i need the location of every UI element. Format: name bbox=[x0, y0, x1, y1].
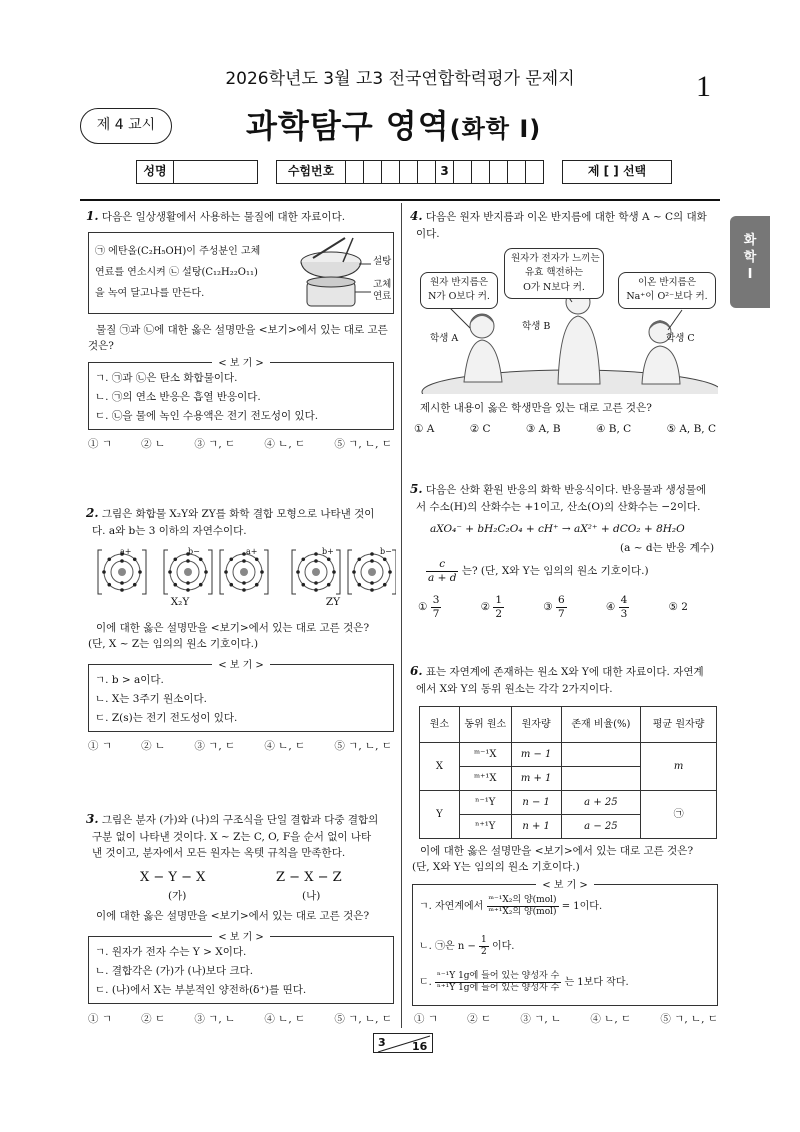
electron bbox=[314, 552, 318, 556]
choice-3[interactable]: ③ ㄱ, ㄷ bbox=[194, 740, 236, 752]
speech-bubble-c: 이온 반지름은 Na⁺이 O²⁻보다 커. bbox=[618, 272, 716, 309]
question-5 bbox=[410, 480, 722, 515]
q3-bogi-box bbox=[88, 932, 394, 1004]
bogi-item: ㄱ. 원자가 전자 수는 Y > X이다. bbox=[95, 946, 247, 958]
bogi-text: ㄷ. bbox=[419, 976, 432, 988]
page-counter bbox=[373, 1033, 433, 1053]
header-divider bbox=[80, 199, 720, 201]
table-header: 원소 bbox=[420, 707, 460, 743]
bogi-text: 이다. bbox=[491, 940, 515, 952]
exam-digit-box[interactable] bbox=[418, 160, 436, 184]
q1-choices bbox=[88, 436, 392, 452]
q1-bogi-box bbox=[88, 358, 394, 430]
electron bbox=[224, 570, 228, 574]
q6-bogi-box bbox=[412, 880, 718, 1006]
q4-illustration bbox=[412, 244, 718, 394]
bogi-item: ㄱ. b > a이다. bbox=[95, 674, 164, 686]
question-stem: 다음은 원자 반지름과 이온 반지름에 대한 학생 A ~ C의 대화 bbox=[425, 211, 707, 223]
electron bbox=[229, 583, 233, 587]
electron bbox=[242, 588, 246, 592]
current-page: 3 bbox=[378, 1036, 386, 1049]
cell-isotope: ⁿ⁻¹Y bbox=[459, 791, 511, 815]
bogi-item: ㄷ. Z(s)는 전기 전도성이 있다. bbox=[95, 712, 238, 724]
choice-2[interactable] bbox=[481, 594, 504, 620]
electron bbox=[370, 559, 374, 563]
choice-denominator: 7 bbox=[432, 607, 440, 620]
table-header: 평균 원자량 bbox=[641, 707, 717, 743]
choice-1[interactable]: ① ㄱ bbox=[88, 740, 112, 752]
exam-digit-box[interactable] bbox=[490, 160, 508, 184]
choice-1[interactable]: ① ㄱ bbox=[414, 1013, 438, 1025]
choice-3[interactable]: ③ ㄱ, ㄷ bbox=[194, 438, 236, 450]
q5-choices bbox=[418, 594, 688, 620]
question-number: 6. bbox=[410, 664, 423, 678]
bogi-item bbox=[419, 971, 629, 994]
electron bbox=[301, 557, 305, 561]
question-line: 이에 대한 옳은 설명만을 <보기>에서 있는 대로 고른 것은? bbox=[96, 622, 370, 634]
choice-2[interactable]: ② ㄷ bbox=[467, 1013, 492, 1025]
choice-5[interactable]: ⑤ ㄱ, ㄴ, ㄷ bbox=[660, 1013, 718, 1025]
choice-value: 2 bbox=[681, 601, 688, 613]
question-number: 5. bbox=[410, 482, 423, 496]
label-sugar: 설탕 bbox=[373, 256, 392, 267]
electron bbox=[229, 557, 233, 561]
exam-digit-box[interactable] bbox=[364, 160, 382, 184]
fraction-denominator: ⁿ⁺¹Y 1g에 들어 있는 양성자 수 bbox=[437, 982, 560, 993]
electron bbox=[314, 559, 318, 563]
question-stem: 다음은 산화 환원 반응의 화학 반응식이다. 반응물과 생성물에 bbox=[425, 484, 707, 496]
electron bbox=[102, 570, 106, 574]
exam-number-label: 수험번호 bbox=[276, 160, 346, 184]
question-stem: 낸 것이고, 분자에서 모든 원자는 옥텟 규칙을 만족한다. bbox=[92, 846, 346, 859]
cell-element: Y bbox=[420, 791, 460, 839]
electron bbox=[370, 552, 374, 556]
cell-ratio: a + 25 bbox=[561, 791, 641, 815]
nucleus bbox=[368, 568, 376, 576]
choice-5[interactable]: ⑤ ㄱ, ㄴ, ㄷ bbox=[334, 438, 392, 450]
choice-5[interactable]: ⑤ ㄱ, ㄴ, ㄷ bbox=[334, 1013, 392, 1025]
electron bbox=[242, 559, 246, 563]
choice-marker: ② bbox=[480, 601, 491, 614]
electron bbox=[138, 570, 142, 574]
electron bbox=[255, 583, 259, 587]
electron bbox=[186, 588, 190, 592]
bogi-text: = 1이다. bbox=[561, 900, 603, 912]
choice-3[interactable]: ③ ㄱ, ㄴ bbox=[194, 1013, 236, 1025]
session-badge: 제 4 교시 bbox=[80, 108, 172, 144]
column-divider bbox=[401, 203, 402, 1028]
electron bbox=[107, 583, 111, 587]
bogi-item: ㄴ. ㉠의 연소 반응은 흡열 반응이다. bbox=[95, 391, 261, 403]
coefficient-note: (a ~ d는 반응 계수) bbox=[620, 542, 715, 554]
electron bbox=[168, 570, 172, 574]
exam-digit-box[interactable] bbox=[526, 160, 544, 184]
choice-denominator: 3 bbox=[620, 607, 628, 620]
electron bbox=[186, 581, 190, 585]
bogi-item bbox=[419, 935, 514, 958]
question-stem: 에서 X와 Y의 동위 원소는 각각 2가지이다. bbox=[416, 682, 613, 695]
choice-4[interactable]: ④ B, C bbox=[596, 423, 632, 435]
question-stem: 그림은 화합물 X₂Y와 ZY를 화학 결합 모형으로 나타낸 것이 bbox=[101, 508, 375, 520]
box-line: 을 녹여 달고나를 만든다. bbox=[95, 288, 205, 299]
question-4 bbox=[410, 207, 720, 242]
choice-4[interactable] bbox=[606, 594, 629, 620]
bogi-item: ㄴ. X는 3주기 원소이다. bbox=[95, 693, 207, 705]
info-bar bbox=[136, 160, 672, 184]
table-header: 존재 비율(%) bbox=[561, 707, 641, 743]
electron bbox=[314, 581, 318, 585]
electron bbox=[120, 559, 124, 563]
choice-numerator: 1 bbox=[495, 594, 503, 606]
charge-label: a+ bbox=[246, 547, 258, 556]
fraction-numerator: c bbox=[426, 558, 458, 572]
choice-3[interactable] bbox=[543, 594, 566, 620]
table-row bbox=[420, 743, 717, 767]
nucleus bbox=[240, 568, 248, 576]
exam-title: 2026학년도 3월 고3 전국연합학력평가 문제지 bbox=[225, 69, 575, 89]
bogi-item: ㄷ. ㉡을 물에 녹인 수용액은 전기 전도성이 있다. bbox=[95, 410, 319, 422]
question-stem: 그림은 분자 (가)와 (나)의 구조식을 단일 결합과 다중 결합의 bbox=[101, 814, 379, 826]
electron bbox=[301, 583, 305, 587]
cell-average: m bbox=[641, 743, 717, 791]
isotope-table bbox=[419, 706, 717, 839]
charge-label: a+ bbox=[120, 547, 132, 556]
question-1 bbox=[86, 207, 394, 226]
electron bbox=[296, 570, 300, 574]
q4-choices bbox=[414, 421, 716, 437]
exam-digit-box[interactable] bbox=[472, 160, 490, 184]
cell-isotope: ᵐ⁺¹X bbox=[459, 767, 511, 791]
choice-1[interactable]: ① ㄱ bbox=[88, 438, 112, 450]
electron bbox=[120, 588, 124, 592]
electron bbox=[133, 583, 137, 587]
bogi-text: ㄱ. 자연계에서 bbox=[419, 900, 484, 912]
bogi-title: < 보 기 > bbox=[212, 660, 270, 671]
cell-average: ㉠ bbox=[641, 791, 717, 839]
choice-5[interactable] bbox=[669, 594, 688, 620]
molecule-ga: X − Y − X bbox=[140, 870, 206, 885]
question-stem: 서 수소(H)의 산화수는 +1이고, 산소(O)의 산화수는 −2이다. bbox=[416, 500, 701, 513]
electron bbox=[332, 570, 336, 574]
choice-numerator: 4 bbox=[620, 594, 628, 606]
choice-4[interactable]: ④ ㄴ, ㄷ bbox=[264, 1013, 306, 1025]
total-pages: 16 bbox=[412, 1040, 428, 1053]
question-stem: 구분 없이 나타낸 것이다. X ~ Z는 C, O, F을 순서 없이 나타 bbox=[92, 830, 372, 843]
question-number: 1. bbox=[86, 209, 99, 223]
question-line: (단, X ~ Z는 임의의 원소 기호이다.) bbox=[88, 638, 259, 651]
electron bbox=[327, 583, 331, 587]
electron bbox=[173, 583, 177, 587]
choice-2[interactable]: ② C bbox=[469, 423, 491, 435]
cell-ratio bbox=[561, 743, 641, 767]
table-header: 원자량 bbox=[511, 707, 561, 743]
table-row bbox=[420, 791, 717, 815]
fraction-numerator: 1 bbox=[481, 935, 487, 945]
electron bbox=[370, 581, 374, 585]
choice-1[interactable]: ① A bbox=[414, 423, 435, 435]
choice-4[interactable]: ④ ㄴ, ㄷ bbox=[264, 740, 306, 752]
exam-digit-box[interactable] bbox=[508, 160, 526, 184]
electron bbox=[107, 557, 111, 561]
cell-mass: n + 1 bbox=[511, 815, 561, 839]
q6-question bbox=[412, 843, 724, 876]
exam-digit-box[interactable] bbox=[346, 160, 364, 184]
fraction-denominator: ᵐ⁺¹X₂의 양(mol) bbox=[488, 906, 557, 917]
q3-choices bbox=[88, 1011, 392, 1027]
electron bbox=[242, 581, 246, 585]
electron bbox=[388, 570, 392, 574]
bogi-text: 는 1보다 작다. bbox=[564, 976, 629, 988]
bogi-item: ㄷ. (나)에서 X는 부분적인 양전하(δ⁺)를 띤다. bbox=[95, 984, 307, 996]
nucleus bbox=[118, 568, 126, 576]
table-header: 동위 원소 bbox=[459, 707, 511, 743]
question-line: 이에 대한 옳은 설명만을 <보기>에서 있는 대로 고른 것은? bbox=[420, 845, 694, 857]
subject-side-tab: 화 학 Ⅰ bbox=[730, 216, 770, 308]
bogi-item: ㄴ. 결합각은 (가)가 (나)보다 크다. bbox=[95, 965, 254, 977]
nucleus bbox=[312, 568, 320, 576]
electron bbox=[186, 559, 190, 563]
box-line: 연료를 연소시켜 ㉡ 설탕(C₁₂H₂₂O₁₁) bbox=[95, 267, 258, 278]
question-number: 4. bbox=[410, 209, 423, 223]
cell-ratio: a − 25 bbox=[561, 815, 641, 839]
electron bbox=[199, 583, 203, 587]
electron bbox=[173, 557, 177, 561]
electron bbox=[120, 581, 124, 585]
elective-select-label: 제 [ ] 선택 bbox=[562, 160, 672, 184]
q2-bogi-box bbox=[88, 660, 394, 732]
choice-marker: ④ bbox=[605, 601, 616, 614]
electron bbox=[370, 588, 374, 592]
choice-denominator: 2 bbox=[495, 607, 503, 620]
q2-question bbox=[88, 620, 394, 653]
choice-denominator: 7 bbox=[558, 607, 565, 620]
choice-1[interactable] bbox=[418, 594, 441, 620]
cell-mass: m − 1 bbox=[511, 743, 561, 767]
choice-3[interactable]: ③ ㄱ, ㄴ bbox=[520, 1013, 562, 1025]
exam-digit-fixed: 3 bbox=[436, 160, 454, 184]
cell-ratio bbox=[561, 767, 641, 791]
question-stem: 이다. bbox=[416, 227, 440, 240]
bogi-item bbox=[419, 895, 602, 918]
charge-label: b− bbox=[188, 547, 200, 556]
exam-digit-box[interactable] bbox=[400, 160, 418, 184]
student-a-label: 학생 A bbox=[430, 333, 459, 344]
question-3 bbox=[86, 810, 396, 861]
electron bbox=[352, 570, 356, 574]
exam-digit-box[interactable] bbox=[382, 160, 400, 184]
label-fuel: 고체 연료 bbox=[373, 279, 392, 302]
subject-main: 과학탐구 영역 bbox=[246, 107, 450, 145]
electron bbox=[314, 588, 318, 592]
choice-5[interactable]: ⑤ ㄱ, ㄴ, ㄷ bbox=[334, 740, 392, 752]
speech-bubble-a: 원자 반지름은 N가 O보다 커. bbox=[420, 272, 498, 309]
caption-na: (나) bbox=[302, 890, 321, 902]
bogi-text: ㄴ. ㉠은 n − bbox=[419, 940, 476, 952]
question-stem: 표는 자연계에 존재하는 원소 X와 Y에 대한 자료이다. 자연계 bbox=[425, 666, 704, 678]
choice-marker: ⑤ bbox=[668, 601, 678, 613]
cell-element: X bbox=[420, 743, 460, 791]
question-line: (단, X와 Y는 임의의 원소 기호이다.) bbox=[412, 861, 580, 874]
caption-zy: ZY bbox=[325, 596, 341, 608]
electron bbox=[357, 557, 361, 561]
page-number: 1 bbox=[696, 70, 711, 103]
speech-bubble-b: 원자가 전자가 느끼는 유효 핵전하는 O가 N보다 커. bbox=[504, 248, 604, 299]
question-tail: 는? (단, X와 Y는 임의의 원소 기호이다.) bbox=[461, 565, 649, 578]
bogi-item: ㄱ. ㉠과 ㉡은 탄소 화합물이다. bbox=[95, 372, 238, 384]
charge-label: b+ bbox=[322, 547, 334, 556]
q2-choices bbox=[88, 738, 392, 754]
q5-question bbox=[426, 558, 649, 584]
student-b-label: 학생 B bbox=[522, 321, 551, 332]
name-field[interactable] bbox=[174, 160, 258, 184]
q1-material-box bbox=[88, 232, 394, 314]
choice-2[interactable]: ② ㄴ bbox=[141, 438, 166, 450]
q3-question: 이에 대한 옳은 설명만을 <보기>에서 있는 대로 고른 것은? bbox=[96, 910, 370, 922]
nucleus bbox=[184, 568, 192, 576]
choice-numerator: 6 bbox=[558, 594, 565, 606]
fraction-numerator: ⁿ⁻¹Y 1g에 들어 있는 양성자 수 bbox=[437, 971, 560, 981]
molecule-na: Z − X − Z bbox=[276, 870, 342, 885]
subject-sub: (화학 Ⅰ) bbox=[449, 115, 542, 143]
cell-isotope: ⁿ⁺¹Y bbox=[459, 815, 511, 839]
charge-label: b− bbox=[380, 547, 392, 556]
student-c-label: 학생 C bbox=[666, 333, 695, 344]
cell-mass: n − 1 bbox=[511, 791, 561, 815]
choice-2[interactable]: ② ㄷ bbox=[141, 1013, 166, 1025]
question-2 bbox=[86, 504, 394, 539]
name-label: 성명 bbox=[136, 160, 174, 184]
choice-1[interactable]: ① ㄱ bbox=[88, 1013, 112, 1025]
q4-question: 제시한 내용이 옳은 학생만을 있는 대로 고른 것은? bbox=[420, 402, 652, 414]
choice-5[interactable]: ⑤ A, B, C bbox=[666, 423, 716, 435]
choice-marker: ③ bbox=[543, 601, 553, 614]
choice-2[interactable]: ② ㄴ bbox=[141, 740, 166, 752]
bogi-title: < 보 기 > bbox=[536, 880, 594, 891]
exam-digit-box[interactable] bbox=[454, 160, 472, 184]
choice-numerator: 3 bbox=[432, 594, 440, 606]
question-number: 3. bbox=[86, 812, 99, 826]
fraction-numerator: ᵐ⁻¹X₂의 양(mol) bbox=[488, 895, 557, 905]
cell-isotope: ᵐ⁻¹X bbox=[459, 743, 511, 767]
cell-mass: m + 1 bbox=[511, 767, 561, 791]
caption-ga: (가) bbox=[168, 890, 187, 902]
choice-marker: ① bbox=[418, 601, 428, 614]
electron bbox=[357, 583, 361, 587]
subject-title bbox=[246, 102, 541, 152]
electron bbox=[204, 570, 208, 574]
bogi-title: < 보 기 > bbox=[212, 932, 270, 943]
bond-model-diagram bbox=[90, 546, 396, 598]
choice-3[interactable]: ③ A, B bbox=[525, 423, 561, 435]
electron bbox=[260, 570, 264, 574]
question-6 bbox=[410, 662, 722, 697]
choice-4[interactable]: ④ ㄴ, ㄷ bbox=[264, 438, 306, 450]
q1-question: 물질 ㉠과 ㉡에 대한 옳은 설명만을 <보기>에서 있는 대로 고른 것은? bbox=[88, 324, 388, 353]
caption-x2y: X₂Y bbox=[170, 596, 190, 608]
question-number: 2. bbox=[86, 506, 99, 520]
choice-4[interactable]: ④ ㄴ, ㄷ bbox=[590, 1013, 632, 1025]
reaction-equation: aXO₄⁻ + bH₂C₂O₄ + cH⁺ → aX²⁺ + dCO₂ + 8H₂O bbox=[430, 523, 685, 535]
question-stem: 다음은 일상생활에서 사용하는 물질에 대한 자료이다. bbox=[101, 211, 346, 223]
bogi-title: < 보 기 > bbox=[212, 358, 270, 369]
fraction-denominator: a + d bbox=[428, 571, 457, 584]
box-line: ㉠ 에탄올(C₂H₅OH)이 주성분인 고체 bbox=[95, 246, 261, 257]
q6-choices bbox=[414, 1011, 718, 1027]
fraction-denominator: 2 bbox=[481, 946, 487, 957]
electron bbox=[383, 583, 387, 587]
question-stem: 다. a와 b는 3 이하의 자연수이다. bbox=[92, 524, 247, 537]
electron bbox=[133, 557, 137, 561]
